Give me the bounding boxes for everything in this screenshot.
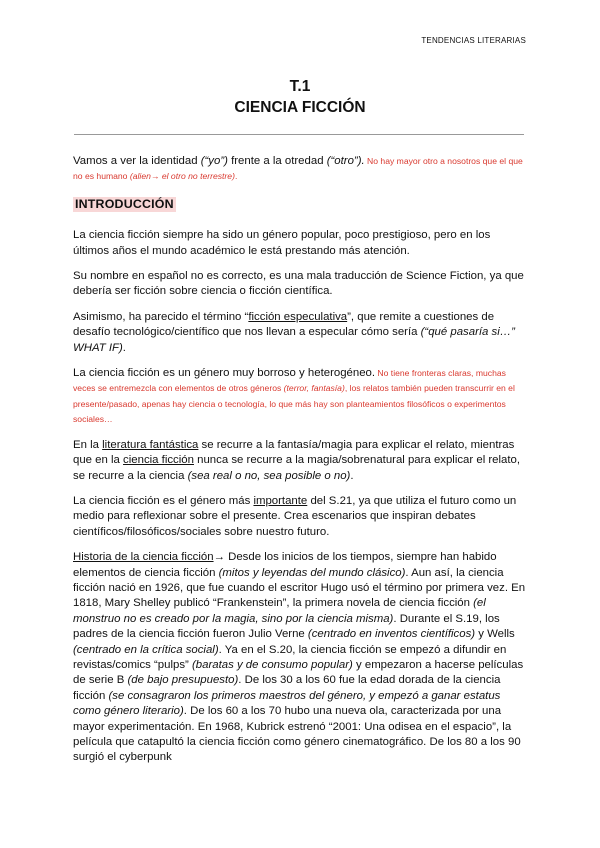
text: (sea real o no, sea posible o no): [187, 469, 351, 482]
text: . Aun así, la ciencia ficción nació en 1926, que fue cuando el escritor Hugo usó el término por primera vez. En 1818, Mary Shelley publicó “Frankenstein”, la primera novela de ciencia ficción: [73, 566, 526, 610]
paragraph-4: [73, 366, 529, 428]
text: ”, que remite a cuestiones de desafío tecnológico/científico que nos llevan a especular cómo sería: [73, 310, 495, 339]
text: (centrado en la crítica social): [73, 643, 219, 656]
text: Vamos a ver la identidad: [73, 155, 201, 167]
text: (“qué pasaría si…” WHAT IF): [73, 326, 515, 354]
text: En la: [73, 438, 103, 451]
underlined-term: ciencia ficción: [123, 454, 194, 467]
text: No hay mayor otro a nosotros que el que no es humano: [73, 156, 523, 182]
running-header: TENDENCIAS LITERARIAS: [421, 36, 526, 45]
divider: [74, 134, 524, 135]
text: La ciencia ficción es el género más: [73, 494, 254, 507]
text: .: [234, 171, 238, 182]
text: . Ya en el S.20, la ciencia ficción se empezó a difundir en revistas/comics “pulps”: [73, 643, 507, 671]
page-title: [0, 76, 600, 118]
text: .: [122, 341, 126, 354]
text: (el monstruo no es creado por la magia, sino por la ciencia misma): [73, 597, 486, 625]
text: (“otro”).: [326, 155, 365, 167]
text: . Durante el S.19, los padres de la ciencia ficción fueron Julio Verne: [73, 612, 500, 641]
paragraph-7: [73, 550, 529, 766]
underlined-term: Historia de la ciencia ficción: [73, 551, 214, 564]
text: del S.21, ya que utiliza el futuro como un medio para reflexionar sobre el presente. Crea escenarios que inspiran debates científicos/filosóficos/sociales sobre nuestro futuro.: [73, 494, 517, 538]
text: se recurre a la fantasía/magia para explicar el relato, mientras que en la: [73, 438, 515, 467]
paragraph-3: [73, 310, 529, 356]
text: (baratas y de consumo popular): [192, 658, 353, 671]
text: → Desde los inicios de los tiempos, siempre han habido elementos de ciencia ficción: [73, 551, 497, 579]
chapter-number: T.1: [289, 78, 311, 95]
text: nunca se recurre a la magia/sobrenatural para explicar el relato, se recurre a la ciencia: [73, 454, 521, 482]
underlined-term: ficción especulativa: [248, 310, 348, 323]
text: La ciencia ficción es un género muy borroso y heterogéneo.: [73, 367, 376, 380]
paragraph-5: [73, 438, 529, 484]
section-heading: INTRODUCCIÓN: [75, 196, 174, 211]
text: (se consagraron los primeros maestros del género, y empezó a ganar estatus como género literario): [73, 689, 501, 718]
paragraph-1: La ciencia ficción siempre ha sido un género popular, poco prestigioso, pero en los últimos años el mundo académico le está prestando más atención.: [73, 229, 491, 257]
text: No tiene fronteras claras, muchas veces se entremezcla con elementos de otros géneros: [73, 368, 506, 394]
chapter-title: CIENCIA FICCIÓN: [234, 99, 366, 116]
text: y Wells: [475, 628, 515, 641]
text: y empezaron a hacerse películas de serie B: [73, 658, 524, 687]
text: Asimismo, ha parecido el término “: [73, 310, 249, 323]
text: (mitos y leyendas del mundo clásico): [218, 566, 406, 579]
text: .: [350, 469, 354, 482]
text: (“yo”): [200, 155, 228, 167]
paragraph-6: [73, 494, 529, 540]
document-body: [73, 154, 529, 776]
text: (terror, fantasía): [283, 383, 345, 394]
text: . De los 60 a los 70 hubo una nueva ola, caracterizada por una mayor experimentación. En 1968, Kubrick estrenó “2001: Una odisea en el espacio”, la película que catapultó la ciencia ficción como género cinematográfico. De los 80 a los 90 surgió el cyberpunk: [73, 705, 521, 764]
paragraph-2: Su nombre en español no es correcto, es una mala traducción de Science Fiction, ya que debería ser ficción sobre ciencia o ficción científica.: [73, 270, 524, 298]
text: (de bajo presupuesto): [127, 674, 239, 687]
text: (alien→ el otro no terrestre): [129, 171, 235, 182]
text: . De los 30 a los 60 fue la edad dorada de la ciencia ficción: [73, 674, 501, 702]
text: , los relatos también pueden transcurrir en el presente/pasado, apenas hay ciencia o tecnología, lo que más hay son planteamientos filosóficos o experimentos sociales…: [73, 383, 515, 425]
text: (centrado en inventos científicos): [307, 628, 476, 641]
underlined-term: importante: [253, 494, 308, 507]
underlined-term: literatura fantástica: [102, 438, 199, 451]
intro-paragraph: [73, 154, 529, 185]
text: frente a la otredad: [227, 155, 327, 167]
